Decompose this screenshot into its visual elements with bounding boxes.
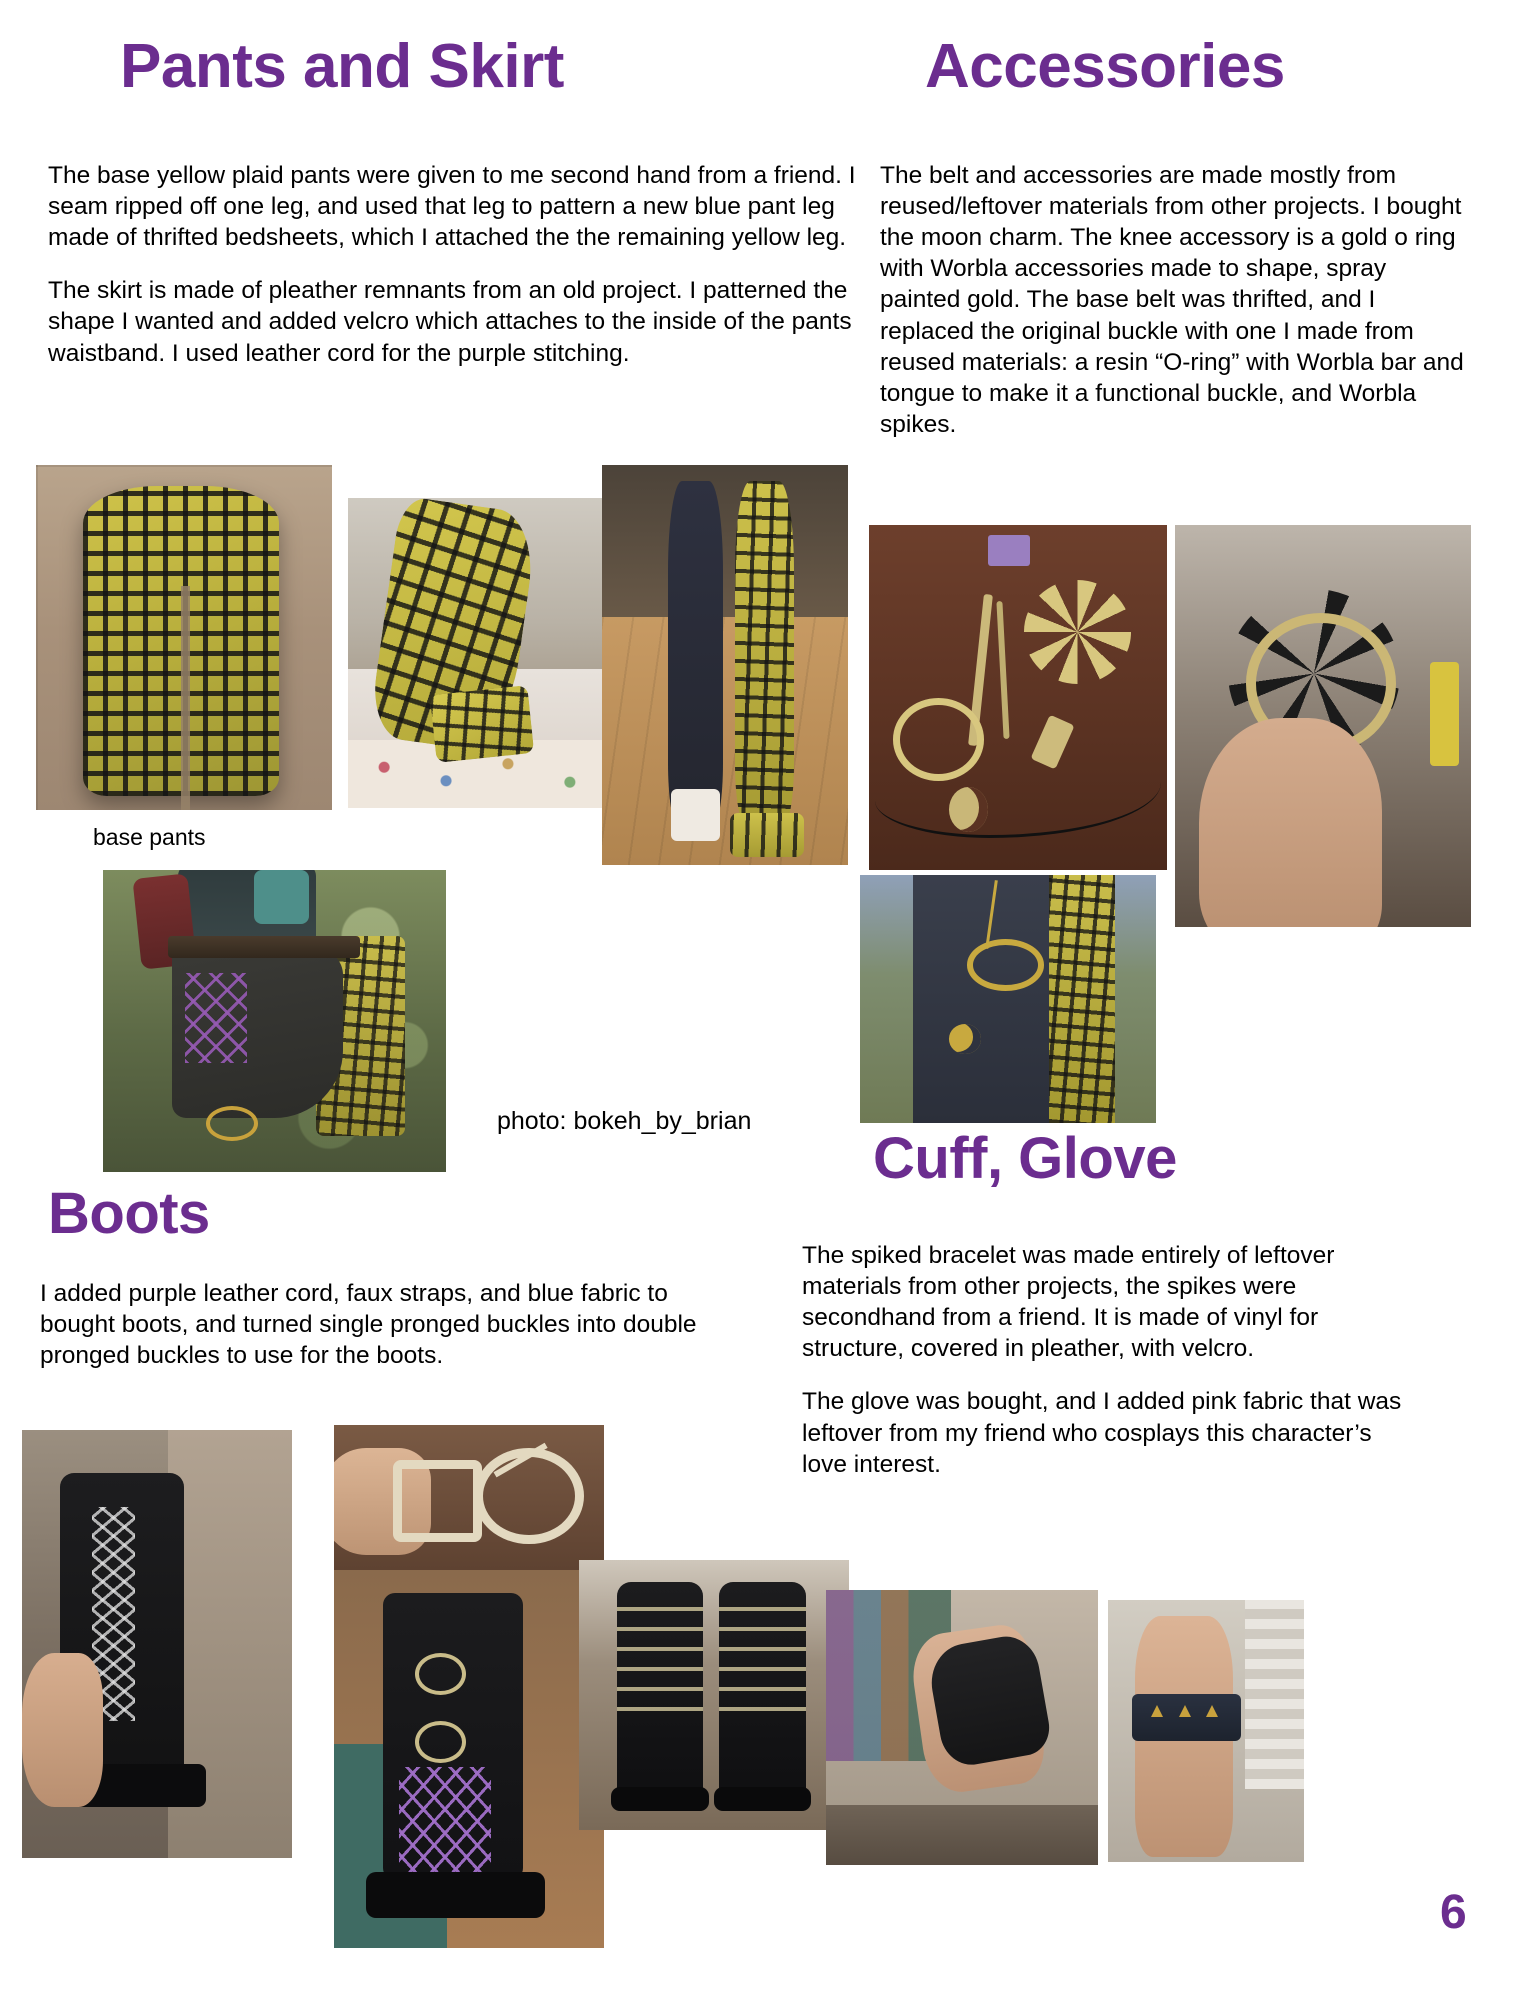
plaid-pant-edge xyxy=(1049,875,1114,1123)
photo-boot-with-purple-lacing-on-desk xyxy=(334,1570,604,1948)
heading-cuff-glove: Cuff, Glove xyxy=(873,1126,1177,1191)
photo-legs-blue-and-plaid-standing xyxy=(602,465,848,865)
pants-paragraph-1: The base yellow plaid pants were given to me second hand from a friend. I seam ripped off one leg, and used that leg to pattern a new blue pant leg made of thrifted bedsheets, which I attached the the remaining yellow leg. xyxy=(48,162,856,252)
purple-material-scrap xyxy=(988,535,1030,566)
caption-base-pants: base pants xyxy=(93,824,206,850)
room-wall xyxy=(602,465,848,625)
plaid-scrap xyxy=(430,685,535,763)
hand-holding-boot xyxy=(22,1653,103,1807)
cuff-spike-3 xyxy=(1206,1705,1218,1717)
blue-pant-leg xyxy=(668,481,722,825)
photo-finished-pair-of-boots xyxy=(579,1560,849,1830)
spray-paint-bottle xyxy=(1430,662,1460,767)
photo-credit-bokeh-by-brian: photo: bokeh_by_brian xyxy=(497,1107,752,1135)
window-blinds xyxy=(1245,1600,1304,1789)
pants-leg-gap xyxy=(181,586,190,810)
photo-finished-skirt-on-costume xyxy=(103,870,446,1172)
gold-bar-2 xyxy=(997,601,1010,739)
black-cord xyxy=(875,746,1161,839)
photo-gloved-hand-in-room xyxy=(826,1590,1098,1865)
boot-buckle-upper xyxy=(415,1653,466,1695)
bed-foreground xyxy=(826,1805,1098,1866)
left-boot-sole xyxy=(611,1787,708,1811)
photo-spiked-cuff-on-wrist xyxy=(1108,1600,1304,1862)
photo-plaid-leg-on-ironing-board xyxy=(348,498,606,808)
photo-gold-parts-on-workbench xyxy=(869,525,1167,870)
accessories-text xyxy=(880,160,1470,440)
heading-boots: Boots xyxy=(48,1181,210,1246)
right-boot-sole xyxy=(714,1787,811,1811)
knee-gold-o-ring xyxy=(967,939,1044,991)
boots-text xyxy=(40,1278,740,1371)
moon-charm-on-leg xyxy=(949,1024,982,1054)
pants-paragraph-2: The skirt is made of pleather remnants from an old project. I patterned the shape I wanted and added velcro which attaches to the inside of the pants waistband. I used leather cord for the purple stitching. xyxy=(48,277,852,367)
plaid-cuff xyxy=(730,813,804,857)
yellow-plaid-pant-leg xyxy=(735,481,794,825)
single-pronged-buckle xyxy=(393,1460,481,1542)
white-sock xyxy=(671,789,720,841)
photo-knee-accessory-on-leg xyxy=(860,875,1156,1123)
double-pronged-buckle xyxy=(474,1448,584,1544)
heading-accessories: Accessories xyxy=(925,32,1285,101)
photo-hand-holding-spiked-buckle xyxy=(1175,525,1471,927)
photo-two-gold-buckles-in-hand xyxy=(334,1425,604,1570)
cuff-glove-paragraph-1: The spiked bracelet was made entirely of leftover materials from other projects, the spikes were secondhand from a friend. It is made of vinyl for structure, covered in pleather, with velcro. xyxy=(802,1242,1335,1363)
pleather-cuff-band xyxy=(1132,1694,1242,1741)
pants-and-skirt-text xyxy=(48,160,868,369)
page-number: 6 xyxy=(1440,1886,1467,1939)
photo-black-boot-held-in-hand xyxy=(22,1430,292,1858)
blue-pant-leg xyxy=(913,875,1055,1123)
black-glove xyxy=(925,1631,1053,1769)
purple-stitching xyxy=(185,973,247,1064)
teal-shirt-detail xyxy=(254,870,309,924)
cuff-spike-1 xyxy=(1151,1705,1163,1717)
purple-leather-cord xyxy=(399,1767,491,1880)
cuff-spike-2 xyxy=(1179,1705,1191,1717)
knee-o-ring xyxy=(206,1106,259,1141)
boot-buckle-lower xyxy=(415,1721,466,1763)
worbla-sun-emblem xyxy=(1024,580,1131,684)
heading-pants-and-skirt: Pants and Skirt xyxy=(120,32,564,101)
right-boot-straps xyxy=(719,1603,805,1727)
accessories-paragraph-1: The belt and accessories are made mostly from reused/leftover materials from other projects. I bought the moon charm. The knee accessory is a gold o ring with Worbla accessories made to shape, spray painted gold. The base belt was thrifted, and I replaced the original buckle with one I made from reused materials: a resin “O-ring” with Worbla bar and tongue to make it a functional buckle, and Worbla spikes. xyxy=(880,162,1464,438)
boot-sole xyxy=(366,1872,544,1917)
belt xyxy=(168,936,360,957)
photo-base-plaid-pants-on-floor xyxy=(36,465,332,810)
boots-paragraph-1: I added purple leather cord, faux straps, and blue fabric to bought boots, and turned single pronged buckles into double pronged buckles to use for the boots. xyxy=(40,1280,697,1370)
wood-floor xyxy=(602,617,848,865)
hand xyxy=(1199,718,1383,927)
cuff-glove-paragraph-2: The glove was bought, and I added pink fabric that was leftover from my friend who cosplays this character’s love interest. xyxy=(802,1388,1402,1478)
cuff-glove-text xyxy=(802,1240,1422,1480)
left-boot-straps xyxy=(617,1603,703,1727)
